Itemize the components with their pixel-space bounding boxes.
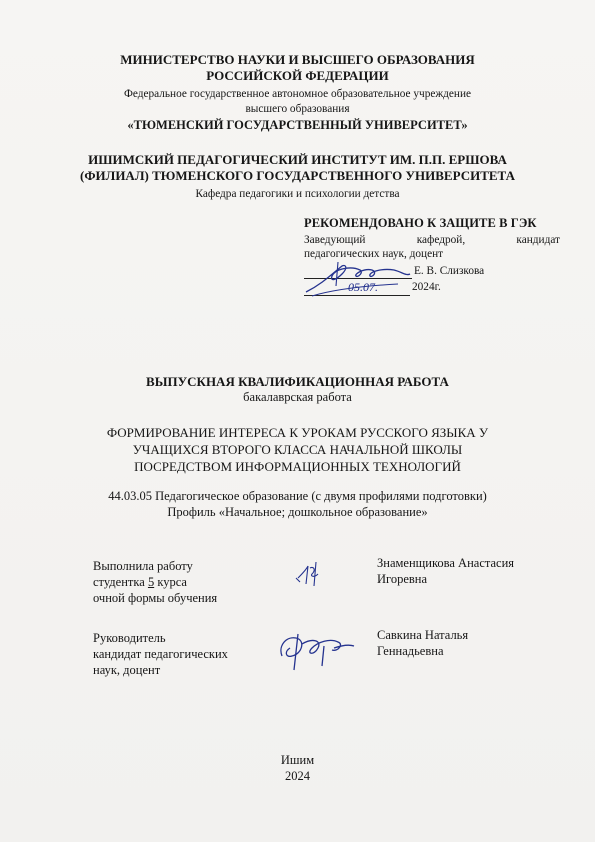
author-role-line-3: очной формы обучения <box>93 591 218 605</box>
topic-line-1: ФОРМИРОВАНИЕ ИНТЕРЕСА К УРОКАМ РУССКОГО ЯЗЫКА У <box>106 425 489 440</box>
branch-line-2: (ФИЛИАЛ) ТЮМЕНСКОГО ГОСУДАРСТВЕННОГО УНИВЕРСИТЕТА <box>80 168 515 183</box>
branch-line-1: ИШИМСКИЙ ПЕДАГОГИЧЕСКИЙ ИНСТИТУТ ИМ. П.П. ЕРШОВА <box>88 152 507 167</box>
author-name <box>377 555 514 587</box>
institution-line-2: высшего образования <box>245 103 350 115</box>
author-role-line-1: Выполнила работу <box>93 559 193 573</box>
recommendation-block <box>304 216 560 294</box>
supervisor-name-line-2: Геннадьевна <box>377 644 444 658</box>
branch-header <box>0 152 595 184</box>
recommendation-degree: педагогических наук, доцент <box>304 248 444 260</box>
specialty-block <box>0 488 595 520</box>
author-signature-icon <box>292 556 332 590</box>
head-name: Е. В. Слизкова <box>414 265 485 277</box>
head-signature-icon <box>302 256 418 300</box>
profile-name: Профиль «Начальное; дошкольное образование» <box>167 505 428 519</box>
supervisor-role <box>93 630 228 678</box>
supervisor-role-line-1: Руководитель <box>93 631 166 645</box>
ministry-line-1: МИНИСТЕРСТВО НАУКИ И ВЫСШЕГО ОБРАЗОВАНИЯ <box>120 52 475 67</box>
supervisor-role-line-3: наук, доцент <box>93 663 161 677</box>
specialty-code: 44.03.05 Педагогическое образование (с двумя профилями подготовки) <box>108 489 487 503</box>
author-role-prefix: студентка <box>93 575 148 589</box>
footer-city: Ишим <box>280 753 315 767</box>
work-subtype: бакалаврская работа <box>243 390 352 404</box>
handwritten-date: 05.07. <box>348 280 378 294</box>
topic-line-3: ПОСРЕДСТВОМ ИНФОРМАЦИОННЫХ ТЕХНОЛОГИЙ <box>134 459 461 474</box>
university-name: «ТЮМЕНСКИЙ ГОСУДАРСТВЕННЫЙ УНИВЕРСИТЕТ» <box>127 118 468 132</box>
institution-line-1: Федеральное государственное автономное образовательное учреждение <box>123 88 472 100</box>
supervisor-name-line-1: Савкина Наталья <box>377 628 469 642</box>
supervisor-name <box>377 627 468 659</box>
work-type: ВЫПУСКНАЯ КВАЛИФИКАЦИОННАЯ РАБОТА <box>146 374 449 389</box>
ministry-header <box>0 52 595 84</box>
supervisor-signature-icon <box>272 626 358 678</box>
institution-header <box>0 87 595 117</box>
footer <box>0 752 595 784</box>
author-course: 5 <box>147 575 155 589</box>
footer-year: 2024 <box>285 769 310 783</box>
recommendation-year: 2024г. <box>412 281 441 293</box>
department-name: Кафедра педагогики и психологии детства <box>195 188 400 200</box>
author-name-line-2: Игоревна <box>377 572 428 586</box>
author-role <box>93 558 217 606</box>
recommendation-position: Заведующий кафедрой, кандидат <box>304 234 560 246</box>
ministry-line-2: РОССИЙСКОЙ ФЕДЕРАЦИИ <box>206 68 389 83</box>
author-name-line-1: Знаменщикова Анастасия <box>377 556 515 570</box>
topic-line-2: УЧАЩИХСЯ ВТОРОГО КЛАССА НАЧАЛЬНОЙ ШКОЛЫ <box>132 442 463 457</box>
recommendation-title: РЕКОМЕНДОВАНО К ЗАЩИТЕ В ГЭК <box>304 216 537 230</box>
author-role-line-2 <box>93 574 217 590</box>
author-role-suffix: курса <box>154 575 187 589</box>
work-topic <box>0 424 595 475</box>
supervisor-role-line-2: кандидат педагогических <box>93 647 228 661</box>
